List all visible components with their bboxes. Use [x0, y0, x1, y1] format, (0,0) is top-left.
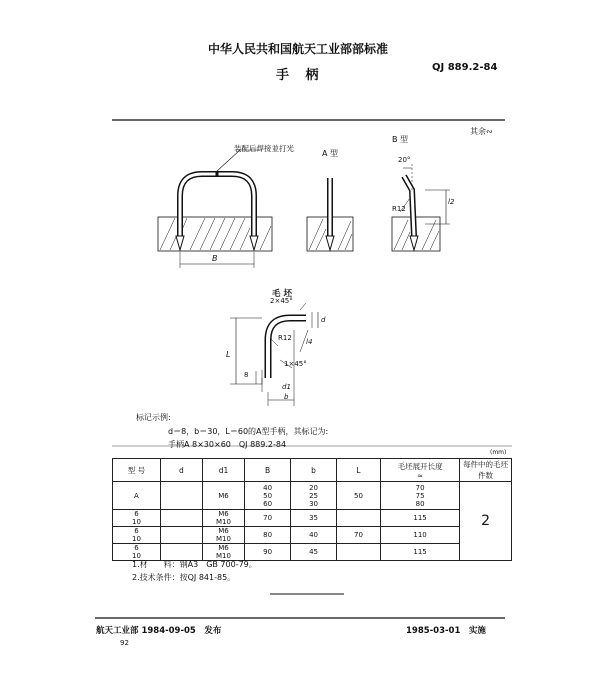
blank-title: 毛 坯: [272, 289, 292, 299]
table-header: b: [291, 459, 337, 482]
note-technical: 2.技术条件：按QJ 841-85。: [132, 573, 236, 582]
table-header: d1: [202, 459, 244, 482]
label-l2: l2: [448, 198, 455, 206]
table-header: d: [160, 459, 202, 482]
label-8: 8: [244, 371, 249, 379]
handle-a-body: [180, 174, 254, 236]
table-row: 6 10 M6 M10 90 45 115: [113, 544, 512, 561]
label-type-b: B 型: [392, 135, 409, 144]
count-cell: 2: [460, 482, 512, 561]
label-r12-blank: R12: [278, 334, 292, 342]
label-b: b: [284, 393, 289, 401]
table-header-row: [113, 459, 512, 482]
document-title: 手 柄: [276, 68, 325, 83]
label-d: d: [321, 316, 326, 324]
table-header: 毛坯展开长度 ≈: [381, 459, 460, 482]
table-unit: (mm): [490, 449, 507, 456]
roughness-remaining: 其余∾: [470, 127, 493, 136]
label-chamfer-2x45: 2×45°: [270, 297, 293, 305]
label-B: B: [212, 254, 218, 263]
label-type-a: A 型: [322, 149, 339, 158]
thread-end-right: [250, 236, 258, 250]
standard-body-title: 中华人民共和国航天工业部部标准: [208, 42, 389, 56]
thread-end-left: [176, 236, 184, 250]
label-L: L: [226, 350, 231, 359]
label-chamfer-1x45: 1×45°: [284, 360, 307, 368]
table-row: A M6 40 50 60 20 25 30 50 70 75 80 2: [113, 482, 512, 510]
note-material: 1.材 料：钢A3 GB 700-79。: [132, 560, 257, 569]
footer-issued: 航天工业部 1984-09-05 发布: [96, 626, 222, 636]
label-d1: d1: [282, 383, 291, 391]
example-heading: 标记示例:: [136, 413, 171, 422]
example-line-2: 手柄A 8×30×60 QJ 889.2-84: [168, 440, 287, 449]
table-row: 6 10 M6 M10 80 40 70 110: [113, 527, 512, 544]
label-angle-20: 20°: [398, 156, 411, 164]
blank-body: [268, 318, 306, 378]
weld-note: 装配后焊接並打光: [234, 144, 294, 153]
label-r12-b: R12: [392, 205, 406, 213]
table-header: L: [337, 459, 381, 482]
example-line-1: d＝8，b＝30，L＝60的A型手柄，其标记为:: [168, 427, 329, 436]
table-header: B: [245, 459, 291, 482]
footer-effective: 1985-03-01 实施: [406, 626, 486, 636]
table-header: 每件中的毛坯件数: [460, 459, 512, 482]
standard-code: QJ 889.2-84: [432, 62, 498, 73]
table-header: 型 号: [113, 459, 161, 482]
table-row: 6 10 M6 M10 70 35 115: [113, 510, 512, 527]
page-number: 92: [120, 639, 129, 647]
dimension-table: [112, 458, 512, 561]
label-l4: l4: [306, 338, 313, 346]
